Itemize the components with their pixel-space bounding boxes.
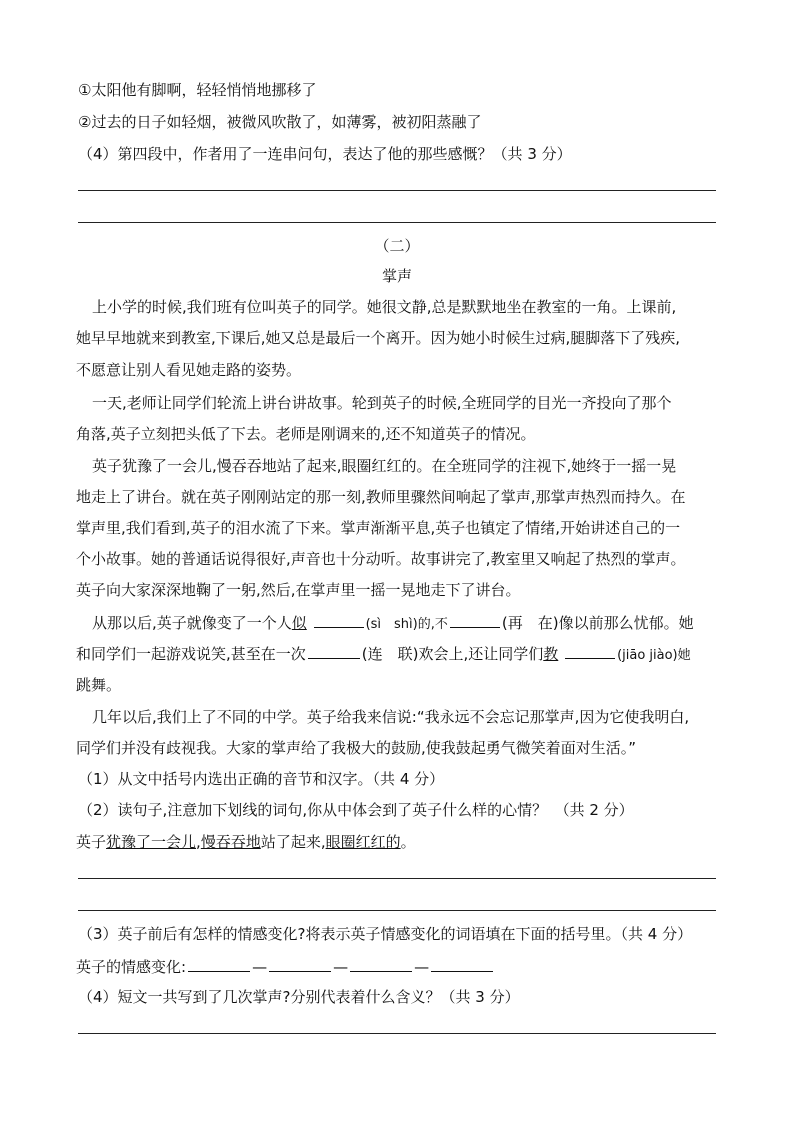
- paragraph-4-text: 从那以后,英子就像变了一个人: [92, 614, 292, 632]
- emotion-label: 英子的情感变化:: [76, 958, 187, 976]
- paragraph-4-text: (再 在)像以前那么忧郁。她: [501, 614, 694, 632]
- sentence-text: 英子: [76, 833, 107, 851]
- paragraph-1-line: 她早早地就来到教室,下课后,她又总是最后一个离开。因为她小时候生过病,腿脚落下了残疾,: [76, 329, 681, 347]
- paragraph-2-line: 角落,英子立刻把头低了下去。老师是刚调来的,还不知道英子的情况。: [76, 425, 536, 443]
- fill-blank[interactable]: [565, 643, 615, 659]
- answer-line[interactable]: [78, 190, 716, 191]
- dash: —: [414, 958, 430, 976]
- question-4-prompt: （4）第四段中，作者用了一连串问句，表达了他的那些感慨？（共 3 分）: [78, 145, 572, 163]
- question-3: （3）英子前后有怎样的情感变化?将表示英子情感变化的词语填在下面的括号里。（共 4 分）: [78, 925, 693, 943]
- section-number: （二）: [374, 237, 420, 255]
- fill-blank[interactable]: [188, 956, 250, 972]
- paragraph-4-text: (jiāo jiào)她: [617, 648, 691, 663]
- paragraph-3-line: 个小故事。她的普通话说得很好,声音也十分动听。故事讲完了,教室里又响起了热烈的掌声。: [76, 550, 686, 568]
- paragraph-4-line: [92, 612, 694, 635]
- underlined-phrase: 犹豫了一会儿: [106, 833, 197, 851]
- paragraph-4-text: (sì shì)的,不: [365, 617, 448, 632]
- question-2-sentence: [76, 832, 416, 852]
- fill-blank[interactable]: [431, 956, 493, 972]
- paragraph-1-line: 上小学的时候,我们班有位叫英子的同学。她很文静,总是默默地坐在教室的一角。上课前,: [92, 298, 677, 316]
- answer-line[interactable]: [78, 222, 716, 223]
- answer-line[interactable]: [78, 910, 716, 911]
- paragraph-4-text: (连 联)欢会上,还让同学们: [361, 645, 544, 663]
- example-line-2: ②过去的日子如轻烟，被微风吹散了，如薄雾，被初阳蒸融了: [78, 113, 482, 131]
- sentence-text: ,: [196, 833, 201, 851]
- underlined-phrase: 眼圈红红的: [325, 833, 401, 851]
- fill-blank[interactable]: [314, 612, 364, 628]
- fill-blank[interactable]: [269, 956, 331, 972]
- paragraph-2-line: 一天,老师让同学们轮流上讲台讲故事。轮到英子的时候,全班同学的目光一齐投向了那个: [92, 394, 672, 412]
- passage-title: 掌声: [381, 267, 412, 285]
- underlined-char: 教: [543, 645, 559, 663]
- underlined-phrase: 慢吞吞地: [200, 833, 261, 851]
- question-3-answer: [76, 956, 495, 977]
- paragraph-4-text: 和同学们一起游戏说笑,甚至在一次: [76, 645, 306, 663]
- fill-blank[interactable]: [450, 612, 500, 628]
- paragraph-5-line: 同学们并没有歧视我。大家的掌声给了我极大的鼓励,使我鼓起勇气微笑着面对生活。”: [76, 739, 637, 757]
- paragraph-3-line: 掌声里,我们看到,英子的泪水流了下来。掌声渐渐平息,英子也镇定了情绪,开始讲述自己的一: [76, 519, 681, 537]
- paragraph-4-line: 跳舞。: [76, 676, 122, 694]
- paragraph-3-line: 地走上了讲台。就在英子刚刚站定的那一刻,教师里骤然间响起了掌声,那掌声热烈而持久。在: [76, 488, 686, 506]
- paragraph-5-line: 几年以后,我们上了不同的中学。英子给我来信说:“我永远不会忘记那掌声,因为它使我明白,: [92, 708, 690, 726]
- underlined-char: 似: [291, 614, 307, 632]
- paragraph-3-line: 英子向大家深深地鞠了一躬,然后,在掌声里一摇一晃地走下了讲台。: [76, 581, 521, 599]
- paragraph-3-line: 英子犹豫了一会儿,慢吞吞地站了起来,眼圈红红的。在全班同学的注视下,她终于一摇一晃: [92, 457, 677, 475]
- fill-blank[interactable]: [308, 643, 360, 659]
- question-2: （2）读句子,注意加下划线的词句,你从中体会到了英子什么样的心情？ （共 2 分）: [78, 801, 634, 819]
- fill-blank[interactable]: [350, 956, 412, 972]
- dash: —: [252, 958, 268, 976]
- question-1: （1）从文中括号内选出正确的音节和汉字。（共 4 分）: [78, 770, 445, 788]
- example-line-1: ①太阳他有脚啊，轻轻悄悄地挪移了: [78, 81, 317, 99]
- paragraph-1-line: 不愿意让别人看见她走路的姿势。: [76, 361, 302, 379]
- answer-line[interactable]: [78, 1033, 716, 1034]
- dash: —: [333, 958, 349, 976]
- question-4: （4）短文一共写到了几次掌声?分别代表着什么含义？（共 3 分）: [78, 988, 520, 1006]
- answer-line[interactable]: [78, 878, 716, 879]
- sentence-text: 站了起来,: [260, 833, 326, 851]
- sentence-text: 。: [400, 833, 416, 851]
- paragraph-4-line: [76, 643, 691, 666]
